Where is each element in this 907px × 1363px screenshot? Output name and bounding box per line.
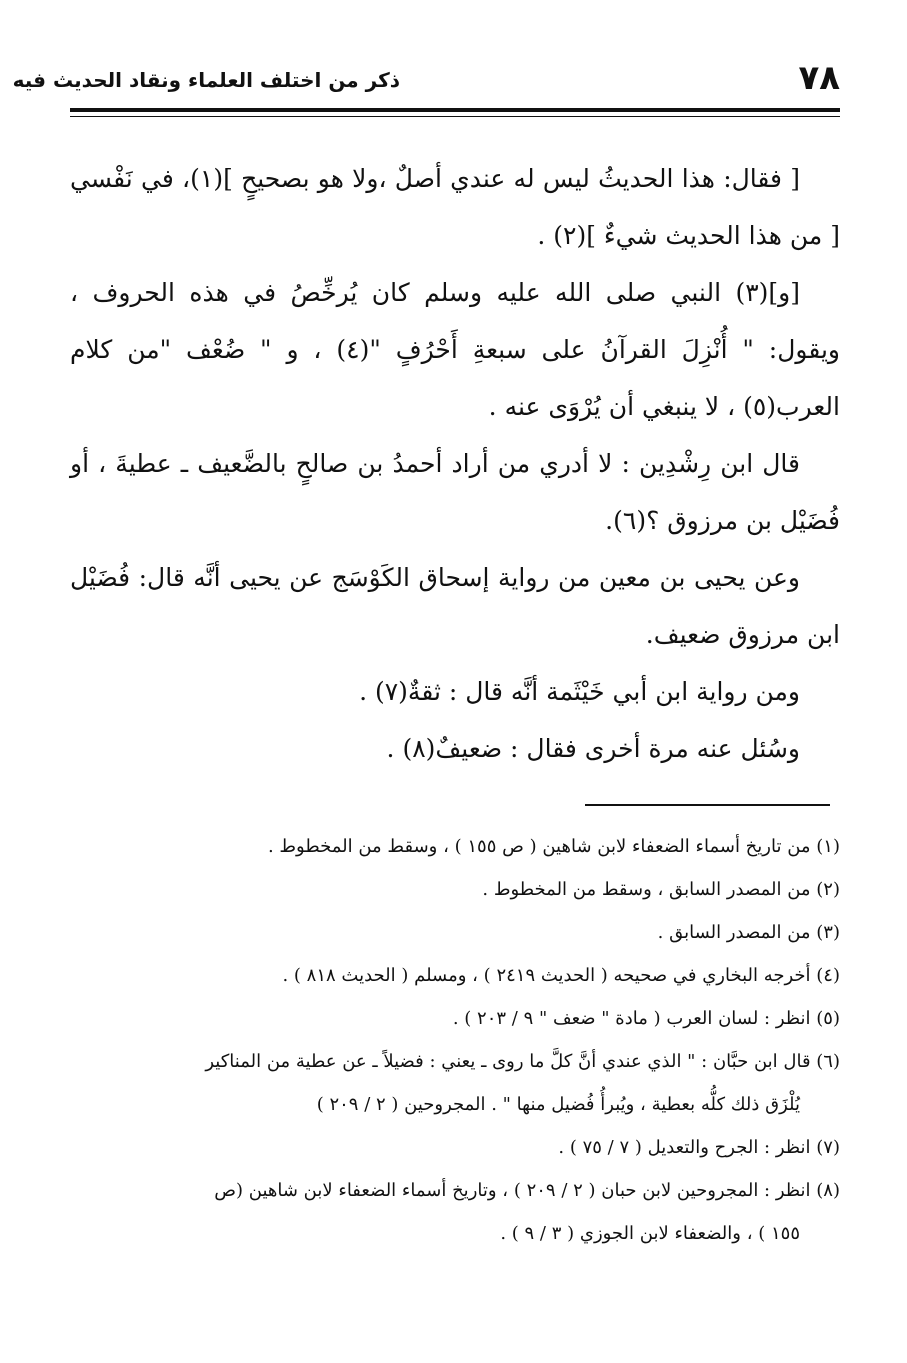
footnote-4: (٤) أخرجه البخاري في صحيحه ( الحديث ٢٤١٩ ) ، ومسلم ( الحديث ٨١٨ ) . xyxy=(282,965,840,986)
footnote-6-continued: يُلْزَق ذلك كلُّه بعطية ، ويُبرأُ فُضيل منها " . المجروحين ( ٢ / ٢٠٩ ) xyxy=(316,1094,800,1115)
paragraph-5: ومن رواية ابن أبي خَيْثَمة أنَّه قال : ثقةٌ(٧) . xyxy=(359,677,800,706)
footnote-3: (٣) من المصدر السابق . xyxy=(657,922,840,943)
page-header xyxy=(12,58,840,108)
paragraph-6: وسُئل عنه مرة أخرى فقال : ضعيفٌ(٨) . xyxy=(386,734,800,763)
paragraph-4: وعن يحيى بن معين من رواية إسحاق الكَوْسَج عن يحيى أنَّه قال: فُضَيْل ابن مرزوق ضعيف. xyxy=(70,563,840,649)
running-title: ذكر من اختلف العلماء ونقاد الحديث فيه xyxy=(12,68,400,92)
footnote-separator xyxy=(585,804,830,806)
footnote-5: (٥) انظر : لسان العرب ( مادة " ضعف " ٩ / ٢٠٣ ) . xyxy=(452,1008,840,1029)
footnote-8: (٨) انظر : المجروحين لابن حبان ( ٢ / ٢٠٩ ) ، وتاريخ أسماء الضعفاء لابن شاهين (ص xyxy=(214,1180,840,1201)
footnote-2: (٢) من المصدر السابق ، وسقط من المخطوط . xyxy=(482,879,840,900)
footnote-7: (٧) انظر : الجرح والتعديل ( ٧ / ٧٥ ) . xyxy=(558,1137,840,1158)
header-rule-thin xyxy=(70,116,840,117)
page-number: ٧٨ xyxy=(798,58,840,98)
paragraph-1: [ فقال: هذا الحديثُ ليس له عندي أصلٌ ،ولا هو بصحيحٍ ](١)، في نَفْسي [ من هذا الحديث شيءٌ ](٢) . xyxy=(70,164,840,250)
footnote-6: (٦) قال ابن حبَّان : " الذي عندي أنَّ كلَّ ما روى ـ يعني : فضيلاً ـ عن عطية من المناكير xyxy=(205,1051,840,1072)
header-rule-thick xyxy=(70,108,840,112)
footnotes xyxy=(70,825,840,1255)
main-text xyxy=(70,150,840,777)
paragraph-2: [و](٣) النبي صلى الله عليه وسلم كان يُرخِّصُ في هذه الحروف ، ويقول: " أُنْزِلَ القرآنُ على سبعةِ أَحْرُفٍ "(٤) ، و " ضُعْف "من كلام العرب(٥) ، لا ينبغي أن يُرْوَى عنه . xyxy=(70,278,840,421)
paragraph-3: قال ابن رِشْدِين : لا أدري من أراد أحمدُ بن صالحٍ بالضَّعيف ـ عطيةَ ، أو فُضَيْل بن مرزوق ؟(٦). xyxy=(70,449,840,535)
footnote-8-continued: ١٥٥ ) ، والضعفاء لابن الجوزي ( ٣ / ٩ ) . xyxy=(500,1223,800,1244)
footnote-1: (١) من تاريخ أسماء الضعفاء لابن شاهين ( ص ١٥٥ ) ، وسقط من المخطوط . xyxy=(267,836,840,857)
